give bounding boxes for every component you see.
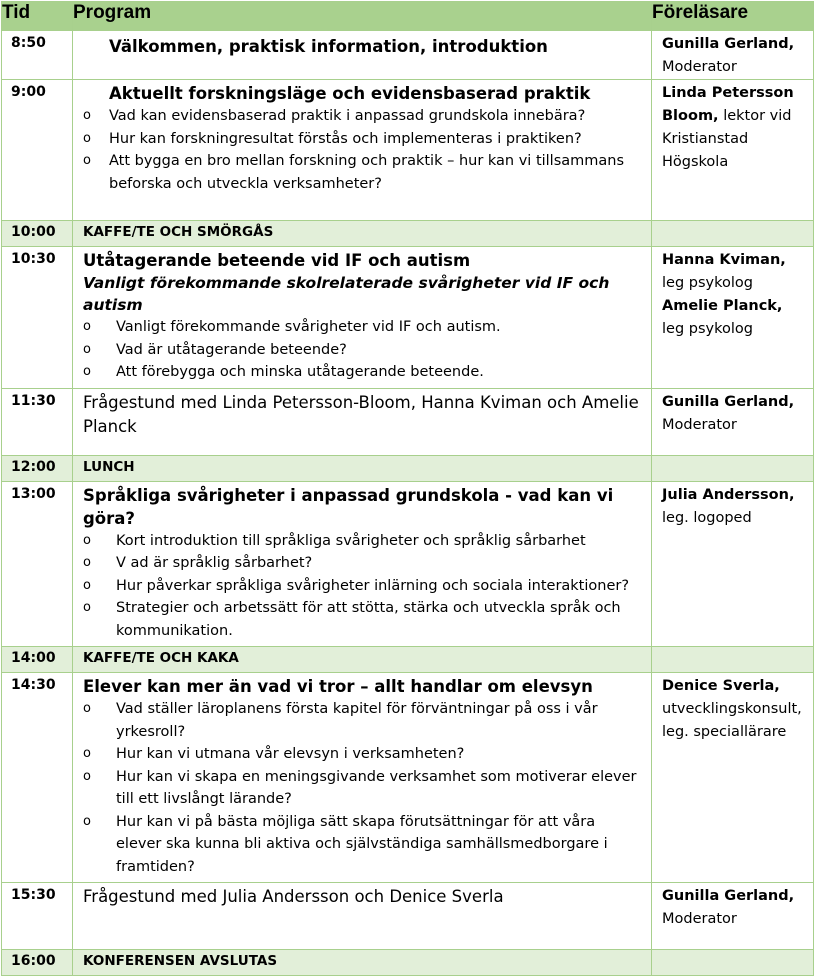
session-title: Språkliga svårigheter i anpassad grundskola - vad kan vi göra? (83, 485, 614, 528)
break-row (2, 950, 814, 976)
list-item: o Kort introduktion till språkliga svårigheter och språklig sårbarhet (83, 530, 641, 553)
speaker-name: Amelie Planck, (662, 298, 783, 314)
header-speaker: Föreläsare (652, 2, 814, 31)
speaker-role: Moderator (662, 416, 737, 433)
speaker-name: Gunilla Gerland, (662, 888, 795, 904)
speaker-role: Moderator (662, 911, 737, 927)
header-row (2, 2, 814, 31)
program-cell (73, 883, 652, 950)
time-cell: 10:30 (2, 247, 73, 389)
speaker-cell (652, 31, 814, 80)
bullet-icon: o (83, 108, 91, 123)
speaker-role: leg. logoped (662, 509, 752, 526)
session-title: Utåtagerande beteende vid IF och autism (83, 251, 471, 270)
table-row (2, 673, 814, 883)
speaker-cell (652, 388, 814, 455)
speaker-name: Gunilla Gerland, (662, 393, 795, 410)
speaker-cell (652, 883, 814, 950)
speaker-name: Linda Petersson Bloom, (662, 85, 794, 124)
list-item: o Att förebygga och minska utåtagerande beteende. (83, 361, 641, 384)
empty-cell (652, 455, 814, 481)
bullet-icon: o (83, 577, 91, 593)
table-row (2, 247, 814, 389)
bullet-icon: o (83, 130, 91, 146)
bullet-icon: o (83, 600, 91, 615)
session-title: Elever kan mer än vad vi tror – allt handlar om elevsyn (83, 677, 593, 696)
speaker-cell (652, 673, 814, 883)
speaker-name: Hanna Kviman, (662, 252, 786, 268)
program-cell (73, 481, 652, 647)
speaker-role: leg psykolog (662, 321, 753, 337)
break-label: KAFFE/TE OCH SMÖRGÅS (73, 221, 652, 247)
speaker-name: Gunilla Gerland, (662, 36, 795, 52)
bullet-icon: o (83, 319, 91, 334)
question-list (83, 698, 641, 878)
empty-cell (652, 221, 814, 247)
table-row (2, 388, 814, 455)
speaker-role: leg psykolog (662, 275, 753, 291)
empty-cell (652, 647, 814, 673)
session-title: Aktuellt forskningsläge och evidensbaserad praktik (109, 84, 591, 103)
bullet-icon: o (83, 768, 91, 784)
list-item: o Vad är utåtagerande beteende? (83, 339, 641, 362)
bullet-icon: o (83, 555, 91, 570)
question-list (83, 105, 641, 195)
header-program: Program (73, 2, 652, 31)
time-cell: 14:30 (2, 673, 73, 883)
session-subtitle: Vanligt förekommande skolrelaterade svårigheter vid IF och autism (83, 274, 610, 314)
speaker-role: Moderator (662, 59, 737, 75)
header-time: Tid (2, 2, 73, 31)
bullet-icon: o (83, 813, 91, 829)
list-item: o Hur kan vi på bästa möjliga sätt skapa förutsättningar för att våra elever ska kunna bli aktiva och självständiga samhällsmedborgare i framtiden? (83, 811, 641, 879)
bullet-icon: o (83, 701, 91, 716)
speaker-cell (652, 247, 814, 389)
list-item: o Hur kan vi skapa en meningsgivande verksamhet som motiverar elever till ett livslångt lärande? (83, 766, 641, 811)
table-row (2, 80, 814, 221)
time-cell: 10:00 (2, 221, 73, 247)
program-cell (73, 247, 652, 389)
break-label: KAFFE/TE OCH KAKA (73, 647, 652, 673)
list-item: o Hur kan vi utmana vår elevsyn i verksamheten? (83, 743, 641, 766)
break-label: LUNCH (73, 455, 652, 481)
session-text: Frågestund med Julia Andersson och Denice Sverla (83, 887, 504, 906)
program-cell (73, 673, 652, 883)
list-item: o Hur kan forskningresultat förstås och implementeras i praktiken? (83, 128, 641, 151)
break-row (2, 647, 814, 673)
empty-cell (652, 950, 814, 976)
bullet-icon: o (83, 364, 91, 379)
bullet-icon: o (83, 532, 91, 548)
time-cell: 9:00 (2, 80, 73, 221)
time-cell: 16:00 (2, 950, 73, 976)
bullet-icon: o (83, 153, 91, 168)
speaker-cell (652, 80, 814, 221)
question-list (83, 316, 641, 384)
table-row (2, 883, 814, 950)
speaker-cell (652, 481, 814, 647)
speaker-name: Denice Sverla, (662, 678, 780, 694)
list-item: o Vanligt förekommande svårigheter vid IF och autism. (83, 316, 641, 339)
time-cell: 15:30 (2, 883, 73, 950)
speaker-role: utvecklingskonsult, leg. speciallärare (662, 701, 802, 740)
list-item: o Vad kan evidensbaserad praktik i anpassad grundskola innebära? (83, 105, 641, 128)
time-cell: 8:50 (2, 31, 73, 80)
speaker-name: Julia Andersson, (662, 486, 795, 503)
break-label: KONFERENSEN AVSLUTAS (73, 950, 652, 976)
program-cell (73, 31, 652, 80)
time-cell: 14:00 (2, 647, 73, 673)
list-item: o V ad är språklig sårbarhet? (83, 552, 641, 575)
table-row (2, 31, 814, 80)
time-cell: 11:30 (2, 388, 73, 455)
table-row (2, 481, 814, 647)
schedule-table (1, 1, 814, 976)
list-item: o Vad ställer läroplanens första kapitel för förväntningar på oss i vår yrkesroll? (83, 698, 641, 743)
speaker-role: lektor vid Kristianstad Högskola (662, 108, 792, 170)
time-cell: 12:00 (2, 455, 73, 481)
list-item: o Att bygga en bro mellan forskning och praktik – hur kan vi tillsammans beforska och utveckla verksamheter? (83, 150, 641, 195)
question-list (83, 530, 641, 643)
bullet-icon: o (83, 746, 91, 761)
session-text: Frågestund med Linda Petersson-Bloom, Hanna Kviman och Amelie Planck (83, 392, 639, 436)
break-row (2, 221, 814, 247)
list-item: o Hur påverkar språkliga svårigheter inlärning och sociala interaktioner? (83, 575, 641, 598)
session-title: Välkommen, praktisk information, introduktion (109, 37, 548, 56)
break-row (2, 455, 814, 481)
program-cell (73, 80, 652, 221)
time-cell: 13:00 (2, 481, 73, 647)
list-item: o Strategier och arbetssätt för att stötta, stärka och utveckla språk och kommunikation. (83, 597, 641, 642)
bullet-icon: o (83, 341, 91, 357)
program-cell (73, 388, 652, 455)
